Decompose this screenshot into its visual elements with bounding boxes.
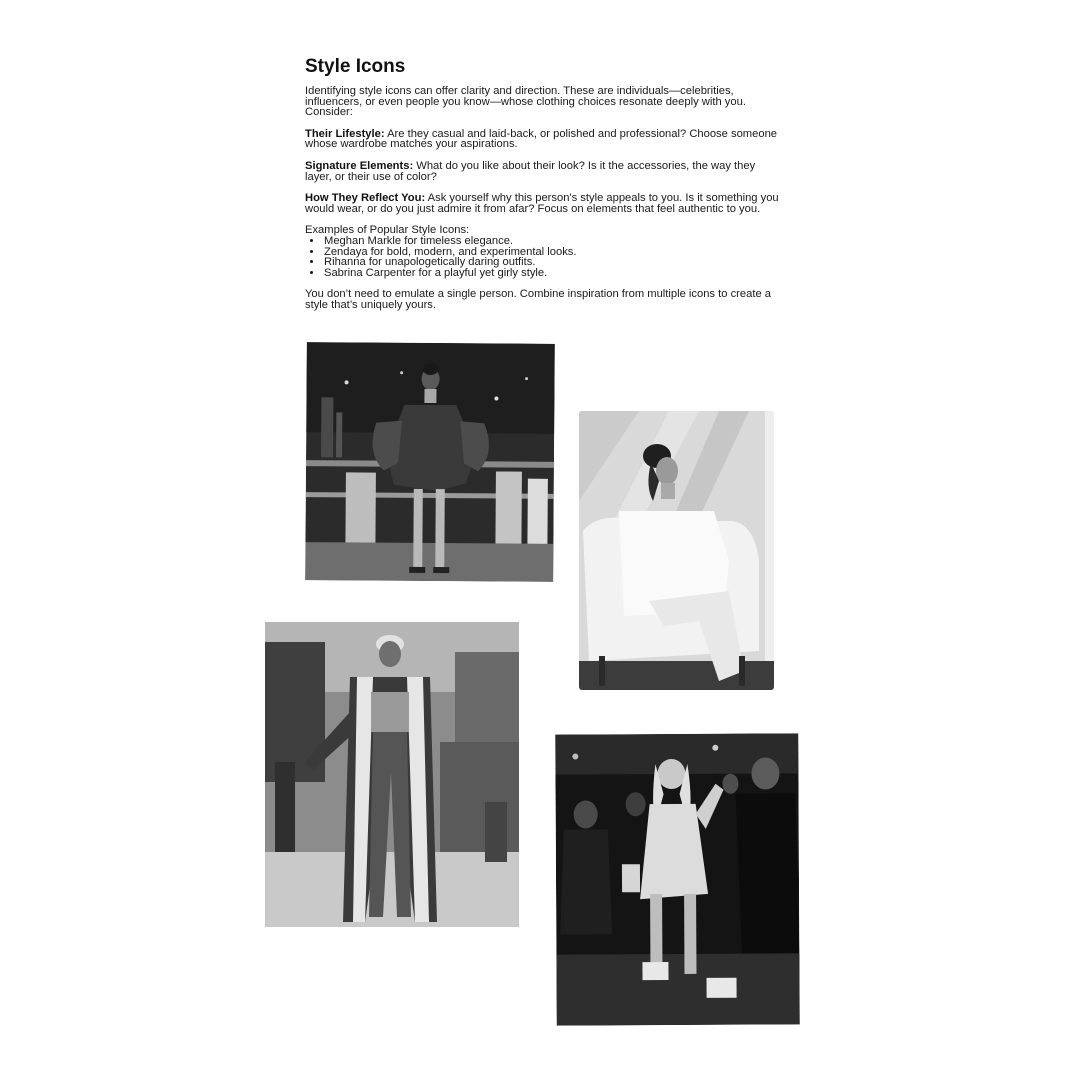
list-item: • Meghan Markle for timeless elegance. bbox=[323, 236, 780, 247]
consideration-text: Are they casual and laid-back, or polished and professional? Choose someone whose wardrobe matches your aspirations. bbox=[305, 127, 778, 151]
photo-rihanna-street-coat bbox=[265, 622, 519, 927]
list-item: • Sabrina Carpenter for a playful yet girly style. bbox=[323, 268, 780, 279]
photo-crowd-graphic bbox=[555, 733, 800, 1025]
examples-heading: Examples of Popular Style Icons: bbox=[305, 224, 470, 237]
photo-zendaya-night-harbor bbox=[305, 342, 555, 582]
consideration-how-they-reflect-you bbox=[305, 193, 780, 214]
photo-white-chair-graphic bbox=[579, 411, 774, 690]
consideration-label: Signature Elements: bbox=[305, 159, 414, 172]
photo-sabrina-carpenter-crowd bbox=[555, 733, 800, 1025]
intro-paragraph: Identifying style icons can offer clarity and direction. These are individuals—celebrities, influencers, or even people you know—whose clothing choices resonate deeply with you. Consider: bbox=[305, 85, 746, 119]
consideration-label: Their Lifestyle: bbox=[305, 127, 385, 140]
list-item: • Rihanna for unapologetically daring outfits. bbox=[323, 257, 780, 268]
photo-zendaya-graphic bbox=[305, 342, 555, 582]
page-title: Style Icons bbox=[305, 56, 406, 77]
consideration-lifestyle bbox=[305, 129, 780, 150]
consideration-text: Ask yourself why this person's style appeals to you. Is it something you would wear, or do you just admire it from afar? Focus on elements that feel authentic to you. bbox=[305, 192, 779, 215]
photo-woman-white-chair bbox=[579, 411, 774, 690]
photo-street-coat-graphic bbox=[265, 622, 519, 927]
consideration-text: What do you like about their look? Is it the accessories, the way they layer, or their use of color? bbox=[305, 159, 756, 183]
examples-list bbox=[305, 236, 780, 278]
article-text bbox=[305, 56, 780, 322]
consideration-signature-elements bbox=[305, 161, 780, 182]
consideration-label: How They Reflect You: bbox=[305, 192, 426, 205]
closing-paragraph: You don’t need to emulate a single person. Combine inspiration from multiple icons to create a style that’s uniquely yours. bbox=[305, 288, 772, 311]
list-item: • Zendaya for bold, modern, and experimental looks. bbox=[323, 247, 780, 258]
